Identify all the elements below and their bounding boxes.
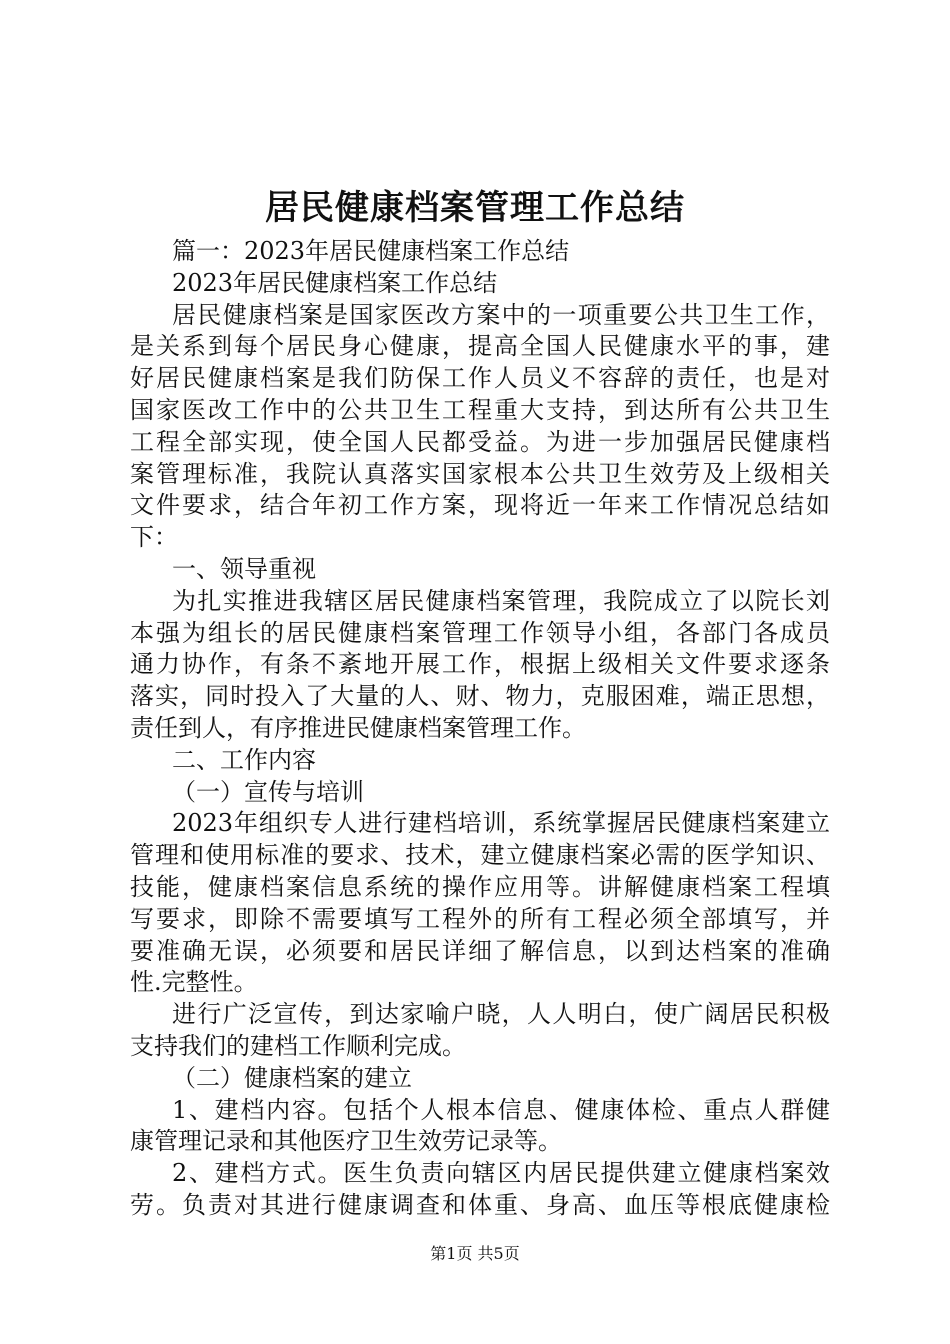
text-line: 居民健康档案是国家医改方案中的一项重要公共卫生工作，	[172, 300, 830, 329]
text-line: 康管理记录和其他医疗卫生效劳记录等。	[130, 1127, 562, 1156]
page-title: 居民健康档案管理工作总结	[265, 188, 685, 228]
text-line: （一）宣传与培训	[172, 777, 364, 806]
text-line: 一、领导重视	[172, 554, 316, 583]
document-body	[130, 236, 830, 1222]
text-line: 支持我们的建档工作顺利完成。	[130, 1031, 466, 1060]
text-line: 2023年组织专人进行建档培训，系统掌握居民健康档案建立	[172, 809, 830, 838]
text-line: 落实，同时投入了大量的人、财、物力，克服困难，端正思想，	[130, 682, 830, 711]
text-line: 管理和使用标准的要求、技术，建立健康档案必需的医学知识、	[130, 841, 830, 870]
page-footer: 第1页 共5页	[430, 1244, 520, 1263]
text-line: 要准确无误，必须要和居民详细了解信息，以到达档案的准确	[130, 936, 830, 965]
text-line: 国家医改工作中的公共卫生工程重大支持，到达所有公共卫生	[130, 395, 830, 424]
text-line: 技能，健康档案信息系统的操作应用等。讲解健康档案工程填	[130, 872, 830, 901]
text-line: 工程全部实现，使全国人民都受益。为进一步加强居民健康档	[130, 427, 830, 456]
text-line: 2、建档方式。医生负责向辖区内居民提供建立健康档案效	[172, 1159, 830, 1188]
text-line: 本强为组长的居民健康档案管理工作领导小组，各部门各成员	[130, 618, 830, 647]
text-line: 篇一：2023年居民健康档案工作总结	[172, 237, 570, 265]
text-line: 通力协作，有条不紊地开展工作，根据上级相关文件要求逐条	[130, 650, 830, 679]
text-line: 二、工作内容	[172, 745, 316, 774]
text-line: 为扎实推进我辖区居民健康档案管理，我院成立了以院长刘	[172, 586, 830, 615]
text-line: 写要求，即除不需要填写工程外的所有工程必须全部填写，并	[130, 904, 830, 933]
text-line: 案管理标准，我院认真落实国家根本公共卫生效劳及上级相关	[130, 459, 830, 488]
text-line: 是关系到每个居民身心健康，提高全国人民健康水平的事，建	[130, 332, 830, 361]
text-line: 好居民健康档案是我们防保工作人员义不容辞的责任，也是对	[130, 364, 830, 393]
text-line: 2023年居民健康档案工作总结	[172, 268, 498, 297]
text-line: 劳。负责对其进行健康调查和体重、身高、血压等根底健康检	[130, 1190, 830, 1219]
text-line: 1、建档内容。包括个人根本信息、健康体检、重点人群健	[172, 1095, 830, 1124]
text-line: （二）健康档案的建立	[172, 1063, 412, 1092]
text-line: 下：	[130, 523, 178, 552]
text-line: 文件要求，结合年初工作方案，现将近一年来工作情况总结如	[130, 491, 830, 520]
text-line: 责任到人，有序推进民健康档案管理工作。	[130, 713, 586, 742]
text-line: 进行广泛宣传，到达家喻户晓，人人明白，使广阔居民积极	[172, 1000, 830, 1029]
text-line: 性.完整性。	[130, 968, 258, 997]
